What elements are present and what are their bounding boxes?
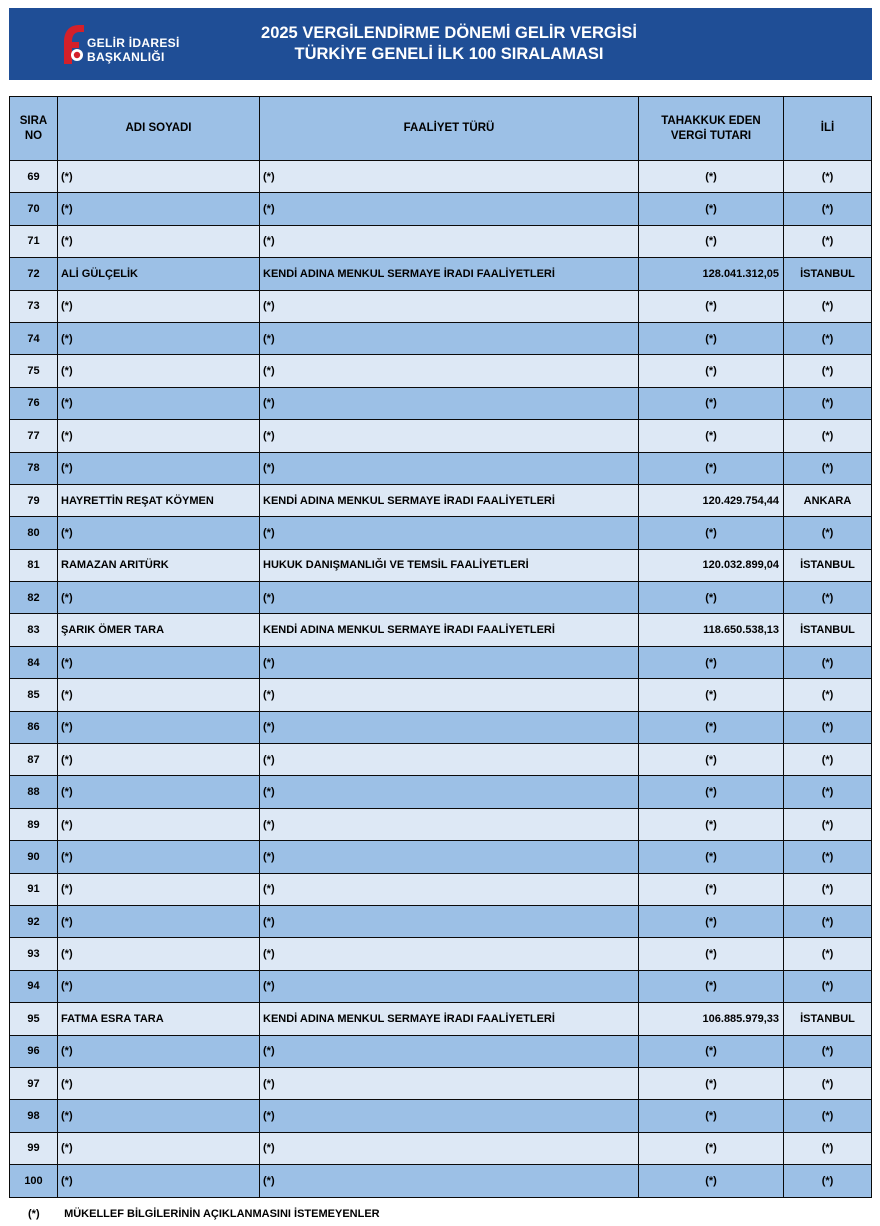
cell-ad: (*) bbox=[58, 420, 260, 452]
cell-sira: 75 bbox=[10, 355, 58, 387]
logo bbox=[57, 22, 197, 68]
table-row bbox=[10, 582, 872, 614]
table-row bbox=[10, 355, 872, 387]
cell-faaliyet: (*) bbox=[260, 161, 639, 193]
cell-faaliyet: (*) bbox=[260, 193, 639, 225]
table-row bbox=[10, 387, 872, 419]
header-sira bbox=[10, 97, 58, 161]
cell-il: (*) bbox=[784, 290, 872, 322]
cell-ad: HAYRETTİN REŞAT KÖYMEN bbox=[58, 484, 260, 516]
cell-il: (*) bbox=[784, 1165, 872, 1197]
cell-il: (*) bbox=[784, 646, 872, 678]
cell-sira: 94 bbox=[10, 970, 58, 1002]
cell-faaliyet: (*) bbox=[260, 938, 639, 970]
cell-il: (*) bbox=[784, 1100, 872, 1132]
cell-il: (*) bbox=[784, 1132, 872, 1164]
cell-il: ANKARA bbox=[784, 484, 872, 516]
cell-faaliyet: (*) bbox=[260, 322, 639, 354]
cell-il: (*) bbox=[784, 808, 872, 840]
cell-il: İSTANBUL bbox=[784, 549, 872, 581]
header-faaliyet: FAALİYET TÜRÜ bbox=[260, 97, 639, 161]
header-banner bbox=[9, 8, 872, 80]
cell-faaliyet: (*) bbox=[260, 905, 639, 937]
cell-il: (*) bbox=[784, 517, 872, 549]
table-row bbox=[10, 322, 872, 354]
cell-ad: (*) bbox=[58, 841, 260, 873]
cell-il: (*) bbox=[784, 582, 872, 614]
cell-faaliyet: (*) bbox=[260, 517, 639, 549]
cell-il: (*) bbox=[784, 1035, 872, 1067]
cell-il: İSTANBUL bbox=[784, 614, 872, 646]
cell-faaliyet: KENDİ ADINA MENKUL SERMAYE İRADI FAALİYETLERİ bbox=[260, 484, 639, 516]
cell-tutar: (*) bbox=[639, 873, 784, 905]
logo-text bbox=[87, 36, 180, 64]
table-row bbox=[10, 873, 872, 905]
cell-ad: (*) bbox=[58, 808, 260, 840]
cell-tutar: (*) bbox=[639, 161, 784, 193]
cell-tutar: 120.032.899,04 bbox=[639, 549, 784, 581]
table-row bbox=[10, 161, 872, 193]
cell-sira: 89 bbox=[10, 808, 58, 840]
cell-sira: 74 bbox=[10, 322, 58, 354]
cell-il: (*) bbox=[784, 744, 872, 776]
footnote-mark: (*) bbox=[28, 1208, 40, 1220]
table-row bbox=[10, 1132, 872, 1164]
cell-il: (*) bbox=[784, 841, 872, 873]
cell-ad: (*) bbox=[58, 905, 260, 937]
cell-tutar: (*) bbox=[639, 711, 784, 743]
cell-tutar: (*) bbox=[639, 1165, 784, 1197]
table-row bbox=[10, 1035, 872, 1067]
cell-ad: (*) bbox=[58, 452, 260, 484]
cell-tutar: (*) bbox=[639, 808, 784, 840]
cell-il: (*) bbox=[784, 970, 872, 1002]
table-body bbox=[10, 161, 872, 1198]
cell-sira: 81 bbox=[10, 549, 58, 581]
cell-sira: 87 bbox=[10, 744, 58, 776]
cell-tutar: (*) bbox=[639, 322, 784, 354]
cell-sira: 91 bbox=[10, 873, 58, 905]
cell-il: (*) bbox=[784, 225, 872, 257]
table-row bbox=[10, 452, 872, 484]
cell-tutar: (*) bbox=[639, 970, 784, 1002]
cell-il: (*) bbox=[784, 355, 872, 387]
cell-ad: (*) bbox=[58, 290, 260, 322]
cell-ad: (*) bbox=[58, 711, 260, 743]
cell-faaliyet: (*) bbox=[260, 776, 639, 808]
cell-sira: 77 bbox=[10, 420, 58, 452]
table-row bbox=[10, 1067, 872, 1099]
cell-sira: 72 bbox=[10, 258, 58, 290]
cell-faaliyet: (*) bbox=[260, 711, 639, 743]
cell-tutar: (*) bbox=[639, 1035, 784, 1067]
cell-faaliyet: (*) bbox=[260, 646, 639, 678]
cell-ad: (*) bbox=[58, 193, 260, 225]
cell-il: (*) bbox=[784, 905, 872, 937]
cell-tutar: (*) bbox=[639, 938, 784, 970]
cell-il: (*) bbox=[784, 938, 872, 970]
table-row bbox=[10, 711, 872, 743]
cell-faaliyet: (*) bbox=[260, 420, 639, 452]
cell-il: (*) bbox=[784, 776, 872, 808]
cell-faaliyet: (*) bbox=[260, 873, 639, 905]
table-row bbox=[10, 614, 872, 646]
logo-line1: GELİR İDARESİ bbox=[87, 36, 180, 50]
cell-faaliyet: (*) bbox=[260, 1165, 639, 1197]
cell-sira: 95 bbox=[10, 1003, 58, 1035]
table-row bbox=[10, 1165, 872, 1197]
cell-tutar: 106.885.979,33 bbox=[639, 1003, 784, 1035]
cell-faaliyet: (*) bbox=[260, 225, 639, 257]
cell-il: (*) bbox=[784, 873, 872, 905]
cell-tutar: (*) bbox=[639, 452, 784, 484]
cell-faaliyet: (*) bbox=[260, 808, 639, 840]
cell-tutar: (*) bbox=[639, 193, 784, 225]
cell-faaliyet: (*) bbox=[260, 1067, 639, 1099]
cell-tutar: 118.650.538,13 bbox=[639, 614, 784, 646]
cell-sira: 85 bbox=[10, 679, 58, 711]
cell-sira: 78 bbox=[10, 452, 58, 484]
ranking-table bbox=[9, 96, 872, 1198]
table-row bbox=[10, 679, 872, 711]
cell-faaliyet: (*) bbox=[260, 679, 639, 711]
table-row bbox=[10, 549, 872, 581]
cell-il: İSTANBUL bbox=[784, 1003, 872, 1035]
cell-ad: (*) bbox=[58, 355, 260, 387]
header-sira-label: SIRA NO bbox=[19, 114, 48, 142]
cell-tutar: (*) bbox=[639, 420, 784, 452]
gib-logo-icon bbox=[57, 22, 91, 68]
title-line1: 2025 VERGİLENDİRME DÖNEMİ GELİR VERGİSİ bbox=[261, 24, 637, 42]
cell-sira: 88 bbox=[10, 776, 58, 808]
cell-sira: 73 bbox=[10, 290, 58, 322]
cell-faaliyet: KENDİ ADINA MENKUL SERMAYE İRADI FAALİYETLERİ bbox=[260, 1003, 639, 1035]
table-row bbox=[10, 905, 872, 937]
cell-il: (*) bbox=[784, 1067, 872, 1099]
cell-sira: 82 bbox=[10, 582, 58, 614]
cell-faaliyet: (*) bbox=[260, 744, 639, 776]
cell-faaliyet: KENDİ ADINA MENKUL SERMAYE İRADI FAALİYETLERİ bbox=[260, 614, 639, 646]
cell-tutar: (*) bbox=[639, 582, 784, 614]
cell-ad: (*) bbox=[58, 938, 260, 970]
cell-tutar: (*) bbox=[639, 646, 784, 678]
cell-tutar: (*) bbox=[639, 679, 784, 711]
cell-ad: FATMA ESRA TARA bbox=[58, 1003, 260, 1035]
logo-line2: BAŞKANLIĞI bbox=[87, 50, 165, 64]
table-row bbox=[10, 808, 872, 840]
cell-faaliyet: (*) bbox=[260, 970, 639, 1002]
cell-il: (*) bbox=[784, 161, 872, 193]
table-header-row bbox=[10, 97, 872, 161]
cell-il: (*) bbox=[784, 679, 872, 711]
cell-ad: (*) bbox=[58, 1100, 260, 1132]
cell-sira: 76 bbox=[10, 387, 58, 419]
cell-tutar: 128.041.312,05 bbox=[639, 258, 784, 290]
table-row bbox=[10, 776, 872, 808]
cell-faaliyet: (*) bbox=[260, 355, 639, 387]
cell-faaliyet: (*) bbox=[260, 387, 639, 419]
cell-sira: 99 bbox=[10, 1132, 58, 1164]
cell-ad: (*) bbox=[58, 1132, 260, 1164]
cell-ad: (*) bbox=[58, 387, 260, 419]
cell-ad: (*) bbox=[58, 679, 260, 711]
cell-tutar: (*) bbox=[639, 1067, 784, 1099]
table-row bbox=[10, 517, 872, 549]
table-row bbox=[10, 1100, 872, 1132]
cell-ad: RAMAZAN ARITÜRK bbox=[58, 549, 260, 581]
cell-ad: (*) bbox=[58, 873, 260, 905]
header-tutar bbox=[639, 97, 784, 161]
cell-sira: 98 bbox=[10, 1100, 58, 1132]
cell-sira: 84 bbox=[10, 646, 58, 678]
cell-faaliyet: KENDİ ADINA MENKUL SERMAYE İRADI FAALİYETLERİ bbox=[260, 258, 639, 290]
cell-ad: (*) bbox=[58, 1035, 260, 1067]
cell-ad: (*) bbox=[58, 322, 260, 354]
table-row bbox=[10, 290, 872, 322]
cell-faaliyet: (*) bbox=[260, 1035, 639, 1067]
cell-sira: 86 bbox=[10, 711, 58, 743]
table-row bbox=[10, 841, 872, 873]
cell-faaliyet: (*) bbox=[260, 1132, 639, 1164]
cell-tutar: (*) bbox=[639, 841, 784, 873]
table-row bbox=[10, 970, 872, 1002]
cell-tutar: (*) bbox=[639, 1100, 784, 1132]
footnote bbox=[28, 1208, 380, 1220]
cell-faaliyet: (*) bbox=[260, 582, 639, 614]
cell-tutar: (*) bbox=[639, 225, 784, 257]
header-tutar-label: TAHAKKUK EDEN VERGİ TUTARI bbox=[661, 114, 761, 142]
cell-ad: (*) bbox=[58, 744, 260, 776]
table-row bbox=[10, 420, 872, 452]
cell-faaliyet: (*) bbox=[260, 290, 639, 322]
table-row bbox=[10, 258, 872, 290]
table-row bbox=[10, 193, 872, 225]
table-row bbox=[10, 744, 872, 776]
cell-sira: 90 bbox=[10, 841, 58, 873]
cell-il: İSTANBUL bbox=[784, 258, 872, 290]
cell-tutar: (*) bbox=[639, 1132, 784, 1164]
cell-tutar: 120.429.754,44 bbox=[639, 484, 784, 516]
header-ad: ADI SOYADI bbox=[58, 97, 260, 161]
cell-ad: (*) bbox=[58, 161, 260, 193]
cell-sira: 69 bbox=[10, 161, 58, 193]
cell-sira: 70 bbox=[10, 193, 58, 225]
cell-faaliyet: (*) bbox=[260, 1100, 639, 1132]
cell-ad: (*) bbox=[58, 1067, 260, 1099]
table-row bbox=[10, 225, 872, 257]
cell-sira: 79 bbox=[10, 484, 58, 516]
cell-tutar: (*) bbox=[639, 387, 784, 419]
cell-il: (*) bbox=[784, 711, 872, 743]
table-row bbox=[10, 1003, 872, 1035]
cell-sira: 71 bbox=[10, 225, 58, 257]
table-row bbox=[10, 484, 872, 516]
cell-faaliyet: HUKUK DANIŞMANLIĞI VE TEMSİL FAALİYETLERİ bbox=[260, 549, 639, 581]
cell-tutar: (*) bbox=[639, 776, 784, 808]
cell-faaliyet: (*) bbox=[260, 841, 639, 873]
cell-sira: 93 bbox=[10, 938, 58, 970]
page-title bbox=[209, 23, 689, 65]
cell-tutar: (*) bbox=[639, 290, 784, 322]
cell-ad: (*) bbox=[58, 646, 260, 678]
cell-sira: 83 bbox=[10, 614, 58, 646]
cell-ad: (*) bbox=[58, 517, 260, 549]
cell-ad: ALİ GÜLÇELİK bbox=[58, 258, 260, 290]
cell-ad: (*) bbox=[58, 1165, 260, 1197]
cell-faaliyet: (*) bbox=[260, 452, 639, 484]
cell-il: (*) bbox=[784, 193, 872, 225]
cell-tutar: (*) bbox=[639, 517, 784, 549]
cell-ad: ŞARIK ÖMER TARA bbox=[58, 614, 260, 646]
cell-ad: (*) bbox=[58, 582, 260, 614]
cell-tutar: (*) bbox=[639, 905, 784, 937]
header-il: İLİ bbox=[784, 97, 872, 161]
cell-sira: 92 bbox=[10, 905, 58, 937]
cell-sira: 96 bbox=[10, 1035, 58, 1067]
cell-il: (*) bbox=[784, 322, 872, 354]
cell-tutar: (*) bbox=[639, 744, 784, 776]
cell-tutar: (*) bbox=[639, 355, 784, 387]
cell-sira: 80 bbox=[10, 517, 58, 549]
cell-il: (*) bbox=[784, 420, 872, 452]
cell-sira: 97 bbox=[10, 1067, 58, 1099]
cell-ad: (*) bbox=[58, 970, 260, 1002]
cell-il: (*) bbox=[784, 387, 872, 419]
cell-sira: 100 bbox=[10, 1165, 58, 1197]
footnote-text: MÜKELLEF BİLGİLERİNİN AÇIKLANMASINI İSTEMEYENLER bbox=[64, 1208, 380, 1220]
title-line2: TÜRKİYE GENELİ İLK 100 SIRALAMASI bbox=[294, 45, 604, 63]
table-row bbox=[10, 938, 872, 970]
cell-ad: (*) bbox=[58, 776, 260, 808]
table-row bbox=[10, 646, 872, 678]
cell-ad: (*) bbox=[58, 225, 260, 257]
cell-il: (*) bbox=[784, 452, 872, 484]
